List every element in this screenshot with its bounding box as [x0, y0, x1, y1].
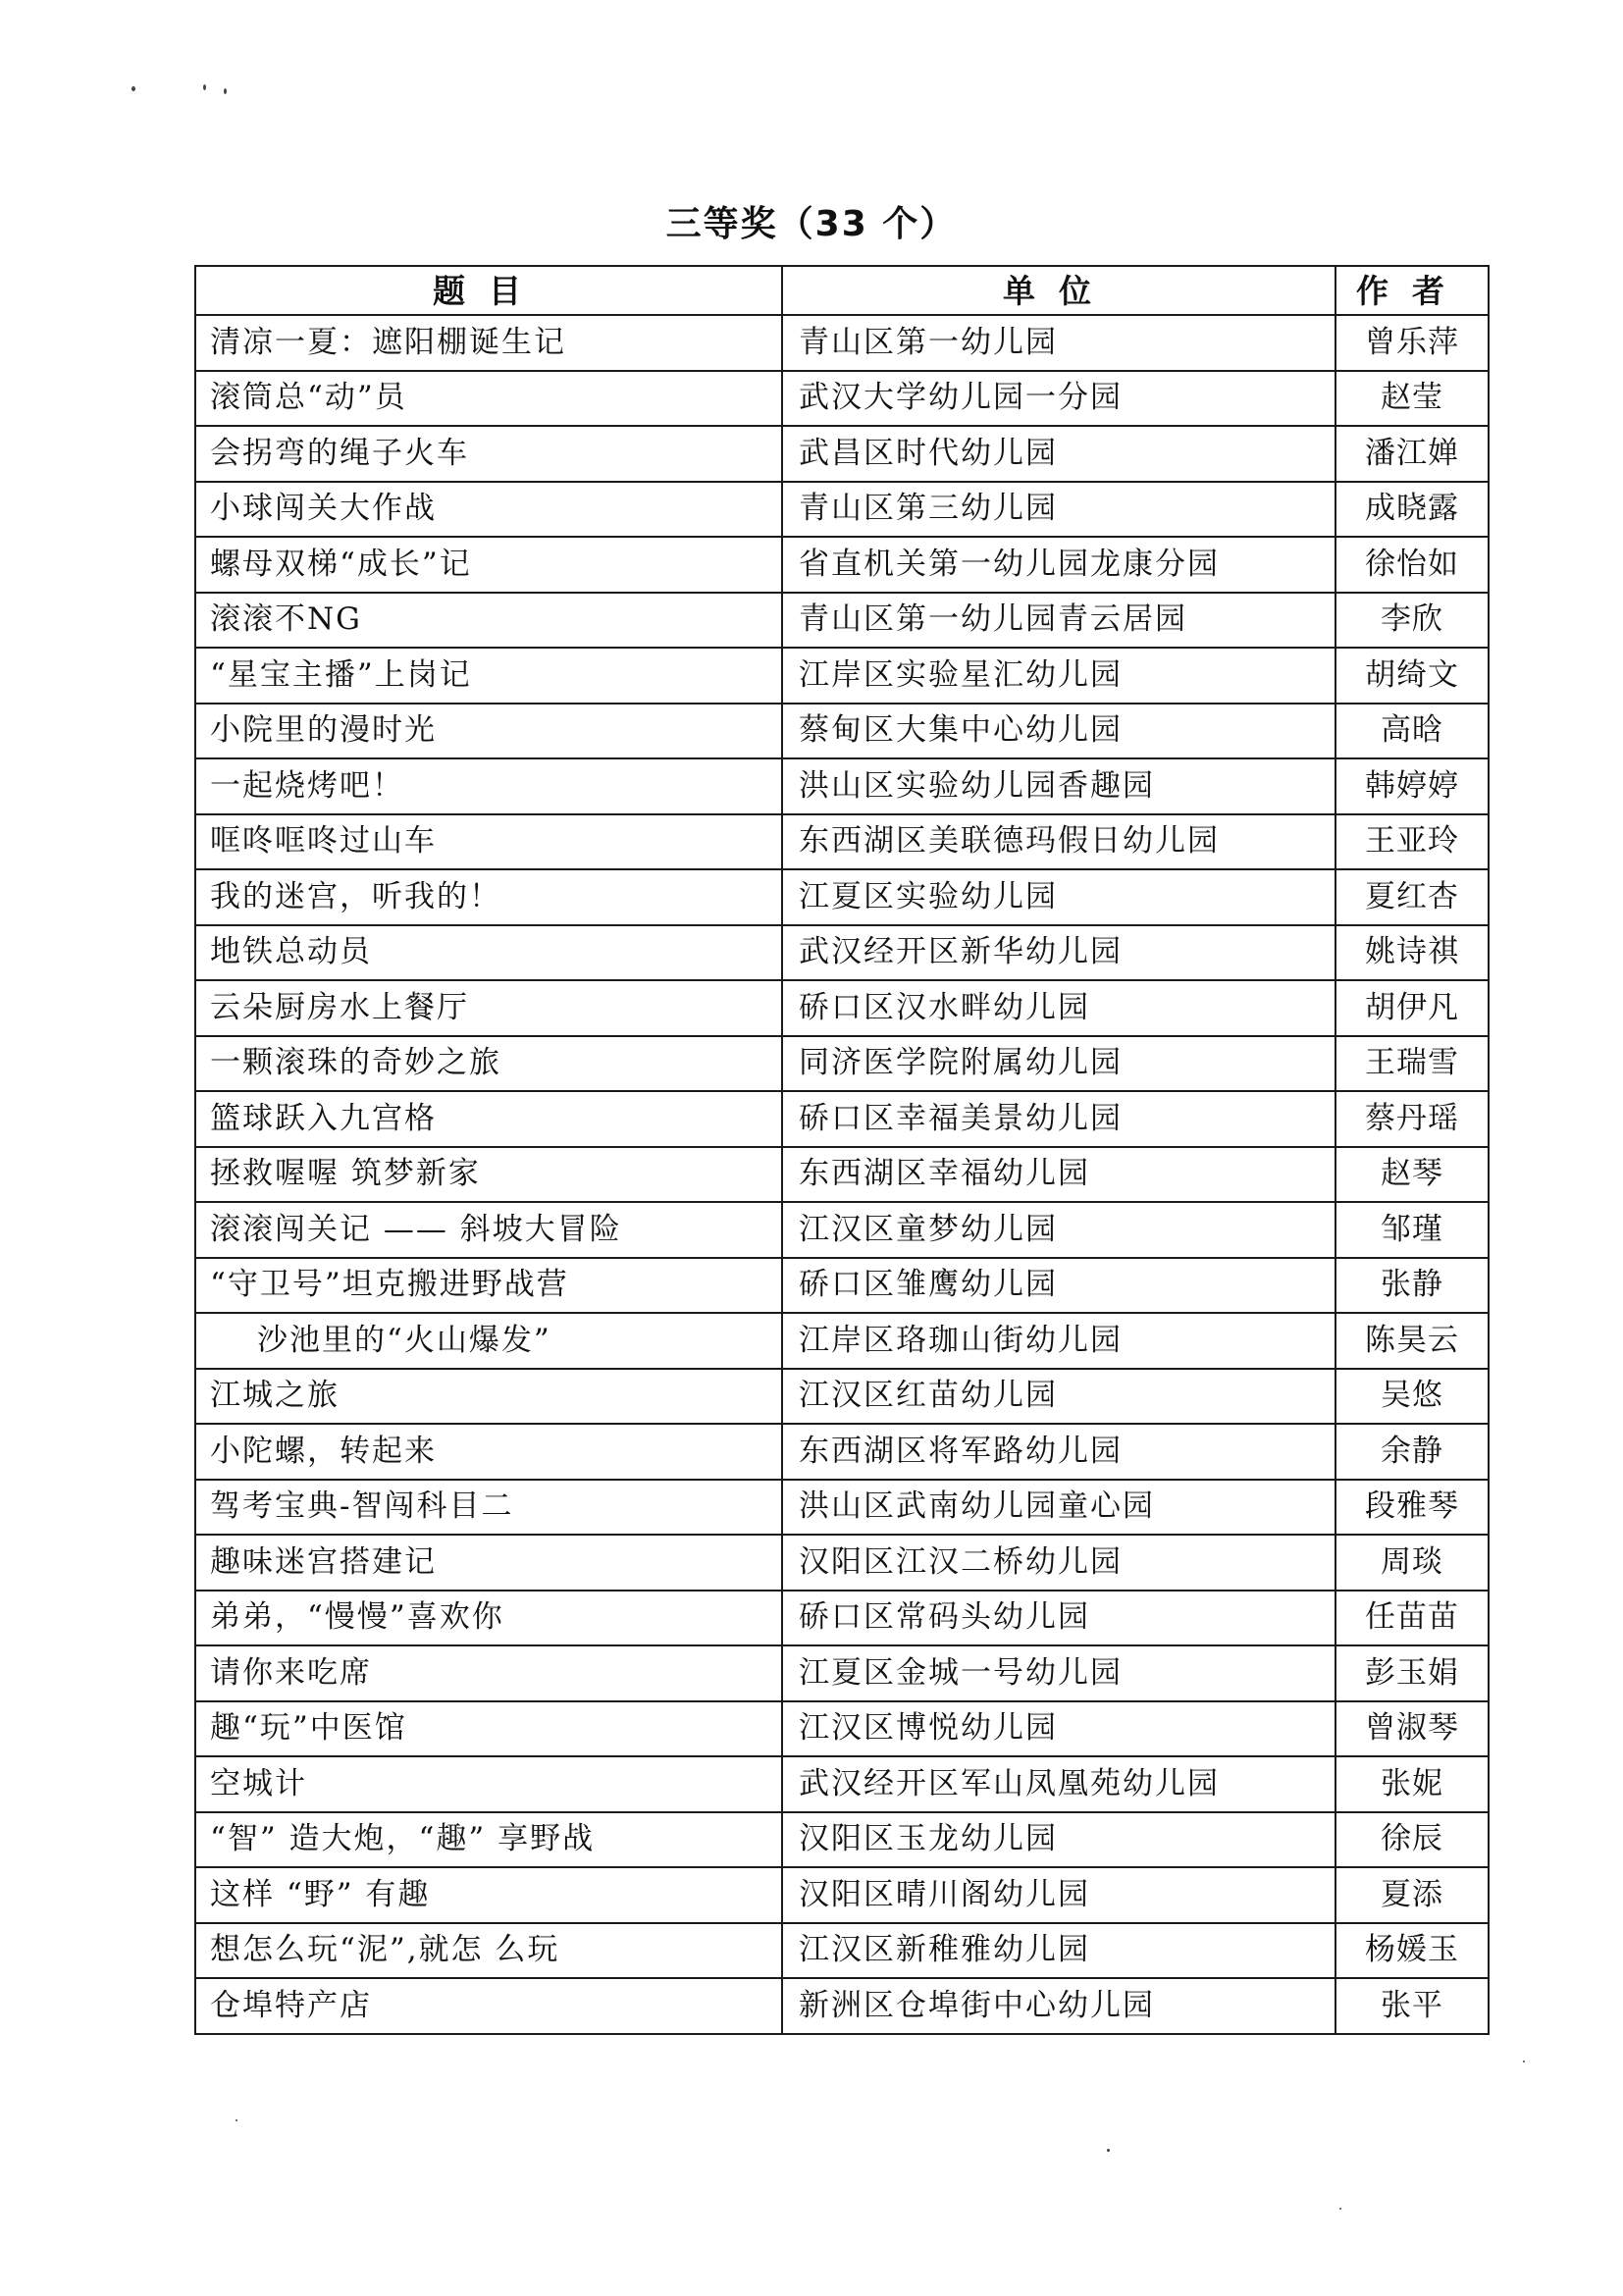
table-row	[195, 925, 1489, 981]
entry-title: 驾考宝典-智闯科目二	[195, 1480, 782, 1536]
table-row	[195, 1591, 1489, 1646]
entry-author: 吴悠	[1335, 1369, 1489, 1425]
entry-title: 仓埠特产店	[195, 1978, 782, 2034]
entry-title: 拯救喔喔 筑梦新家	[195, 1147, 782, 1203]
entry-author: 姚诗祺	[1335, 925, 1489, 981]
entry-unit: 江夏区金城一号幼儿园	[782, 1645, 1335, 1701]
scan-speck	[203, 84, 206, 90]
table-row	[195, 593, 1489, 649]
entry-author: 张平	[1335, 1978, 1489, 2034]
entry-unit: 洪山区武南幼儿园童心园	[782, 1480, 1335, 1536]
entry-title: 空城计	[195, 1756, 782, 1812]
entry-author: 李欣	[1335, 593, 1489, 649]
table-row	[195, 1978, 1489, 2034]
entry-author: 王瑞雪	[1335, 1036, 1489, 1092]
entry-unit: 江岸区珞珈山街幼儿园	[782, 1313, 1335, 1369]
table-row	[195, 1202, 1489, 1258]
entry-author: 蔡丹瑶	[1335, 1091, 1489, 1147]
entry-author: 赵琴	[1335, 1147, 1489, 1203]
entry-title: 小院里的漫时光	[195, 704, 782, 759]
entry-title: 想怎么玩“泥”,就怎 么玩	[195, 1923, 782, 1979]
entry-unit: 新洲区仓埠街中心幼儿园	[782, 1978, 1335, 2034]
entry-author: 徐怡如	[1335, 537, 1489, 593]
entry-unit: 省直机关第一幼儿园龙康分园	[782, 537, 1335, 593]
entry-author: 邹瑾	[1335, 1202, 1489, 1258]
entry-author: 彭玉娟	[1335, 1645, 1489, 1701]
table-row	[195, 648, 1489, 704]
entry-author: 韩婷婷	[1335, 758, 1489, 814]
entry-author: 高晗	[1335, 704, 1489, 759]
entry-title: “守卫号”坦克搬进野战营	[195, 1258, 782, 1314]
table-row	[195, 1313, 1489, 1369]
table-row	[195, 371, 1489, 427]
entry-title: 滚滚不NG	[195, 593, 782, 649]
entry-unit: 武汉经开区新华幼儿园	[782, 925, 1335, 981]
table-row	[195, 814, 1489, 870]
entry-unit: 武汉经开区军山凤凰苑幼儿园	[782, 1756, 1335, 1812]
entry-unit: 青山区第一幼儿园青云居园	[782, 593, 1335, 649]
entry-unit: 东西湖区幸福幼儿园	[782, 1147, 1335, 1203]
scan-speck	[1523, 2061, 1525, 2062]
entry-title: 哐咚哐咚过山车	[195, 814, 782, 870]
entry-author: 余静	[1335, 1424, 1489, 1480]
column-header-title: 题目	[195, 266, 782, 315]
entry-title: 地铁总动员	[195, 925, 782, 981]
entry-author: 潘江婵	[1335, 426, 1489, 482]
entry-author: 张妮	[1335, 1756, 1489, 1812]
entry-unit: 江汉区童梦幼儿园	[782, 1202, 1335, 1258]
scan-speck	[1107, 2149, 1110, 2152]
entry-author: 夏添	[1335, 1867, 1489, 1923]
entry-unit: 东西湖区将军路幼儿园	[782, 1424, 1335, 1480]
table-row	[195, 869, 1489, 925]
table-row	[195, 1701, 1489, 1757]
table-row	[195, 1535, 1489, 1591]
table-row	[195, 758, 1489, 814]
entry-title: 趣“玩”中医馆	[195, 1701, 782, 1757]
entry-unit: 江汉区新稚雅幼儿园	[782, 1923, 1335, 1979]
entry-unit: 江岸区实验星汇幼儿园	[782, 648, 1335, 704]
table-row	[195, 1923, 1489, 1979]
award-table	[194, 265, 1490, 2035]
entry-author: 徐辰	[1335, 1812, 1489, 1868]
entry-author: 周琰	[1335, 1535, 1489, 1591]
table-row	[195, 1147, 1489, 1203]
entry-author: 杨媛玉	[1335, 1923, 1489, 1979]
entry-unit: 汉阳区江汉二桥幼儿园	[782, 1535, 1335, 1591]
entry-title: 云朵厨房水上餐厅	[195, 980, 782, 1036]
entry-title: 滚筒总“动”员	[195, 371, 782, 427]
table-row	[195, 537, 1489, 593]
entry-title: 篮球跃入九宫格	[195, 1091, 782, 1147]
entry-title: 这样 “野” 有趣	[195, 1867, 782, 1923]
entry-title: 我的迷宫，听我的！	[195, 869, 782, 925]
scan-speck	[236, 2119, 237, 2121]
entry-unit: 江夏区实验幼儿园	[782, 869, 1335, 925]
table-row	[195, 482, 1489, 538]
column-header-author: 作者	[1335, 266, 1489, 315]
entry-title: 一颗滚珠的奇妙之旅	[195, 1036, 782, 1092]
entry-title: 会拐弯的绳子火车	[195, 426, 782, 482]
entry-unit: 蔡甸区大集中心幼儿园	[782, 704, 1335, 759]
entry-title: 弟弟，“慢慢”喜欢你	[195, 1591, 782, 1646]
entry-title: “智” 造大炮，“趣” 享野战	[195, 1812, 782, 1868]
table-row	[195, 1645, 1489, 1701]
column-header-unit: 单位	[782, 266, 1335, 315]
entry-unit: 江汉区红苗幼儿园	[782, 1369, 1335, 1425]
entry-unit: 洪山区实验幼儿园香趣园	[782, 758, 1335, 814]
entry-author: 胡伊凡	[1335, 980, 1489, 1036]
table-row	[195, 1756, 1489, 1812]
table-row	[195, 1258, 1489, 1314]
table-row	[195, 315, 1489, 371]
table-row	[195, 1036, 1489, 1092]
entry-unit: 同济医学院附属幼儿园	[782, 1036, 1335, 1092]
table-row	[195, 1480, 1489, 1536]
entry-title: 螺母双梯“成长”记	[195, 537, 782, 593]
entry-unit: 硚口区常码头幼儿园	[782, 1591, 1335, 1646]
entry-unit: 东西湖区美联德玛假日幼儿园	[782, 814, 1335, 870]
entry-unit: 汉阳区晴川阁幼儿园	[782, 1867, 1335, 1923]
entry-unit: 武汉大学幼儿园一分园	[782, 371, 1335, 427]
header-row	[195, 266, 1489, 315]
entry-author: 成晓露	[1335, 482, 1489, 538]
entry-title: 滚滚闯关记 —— 斜坡大冒险	[195, 1202, 782, 1258]
entry-unit: 江汉区博悦幼儿园	[782, 1701, 1335, 1757]
entry-title: “星宝主播”上岗记	[195, 648, 782, 704]
entry-unit: 青山区第三幼儿园	[782, 482, 1335, 538]
entry-title: 小陀螺，转起来	[195, 1424, 782, 1480]
scan-speck	[224, 88, 227, 94]
entry-title: 一起烧烤吧！	[195, 758, 782, 814]
entry-author: 夏红杏	[1335, 869, 1489, 925]
entry-title: 小球闯关大作战	[195, 482, 782, 538]
entry-author: 赵莹	[1335, 371, 1489, 427]
scan-speck	[1339, 2208, 1341, 2210]
entry-unit: 硚口区汉水畔幼儿园	[782, 980, 1335, 1036]
table-row	[195, 1812, 1489, 1868]
page-title: 三等奖（33 个）	[665, 204, 958, 244]
entry-author: 曾乐萍	[1335, 315, 1489, 371]
entry-unit: 汉阳区玉龙幼儿园	[782, 1812, 1335, 1868]
entry-author: 王亚玲	[1335, 814, 1489, 870]
entry-title: 清凉一夏：遮阳棚诞生记	[195, 315, 782, 371]
entry-unit: 武昌区时代幼儿园	[782, 426, 1335, 482]
table-row	[195, 1867, 1489, 1923]
entry-author: 胡绮文	[1335, 648, 1489, 704]
award-rows	[195, 315, 1489, 2034]
table-row	[195, 426, 1489, 482]
entry-unit: 硚口区幸福美景幼儿园	[782, 1091, 1335, 1147]
scan-speck	[131, 86, 135, 91]
entry-title: 趣味迷宫搭建记	[195, 1535, 782, 1591]
entry-unit: 硚口区雏鹰幼儿园	[782, 1258, 1335, 1314]
table-row	[195, 1369, 1489, 1425]
table-row	[195, 980, 1489, 1036]
entry-author: 陈昊云	[1335, 1313, 1489, 1369]
entry-title: 请你来吃席	[195, 1645, 782, 1701]
entry-unit: 青山区第一幼儿园	[782, 315, 1335, 371]
entry-title: 江城之旅	[195, 1369, 782, 1425]
table-row	[195, 1091, 1489, 1147]
entry-author: 任苗苗	[1335, 1591, 1489, 1646]
entry-author: 张静	[1335, 1258, 1489, 1314]
entry-author: 段雅琴	[1335, 1480, 1489, 1536]
table-row	[195, 1424, 1489, 1480]
entry-author: 曾淑琴	[1335, 1701, 1489, 1757]
table-row	[195, 704, 1489, 759]
entry-title: 沙池里的“火山爆发”	[195, 1313, 782, 1369]
